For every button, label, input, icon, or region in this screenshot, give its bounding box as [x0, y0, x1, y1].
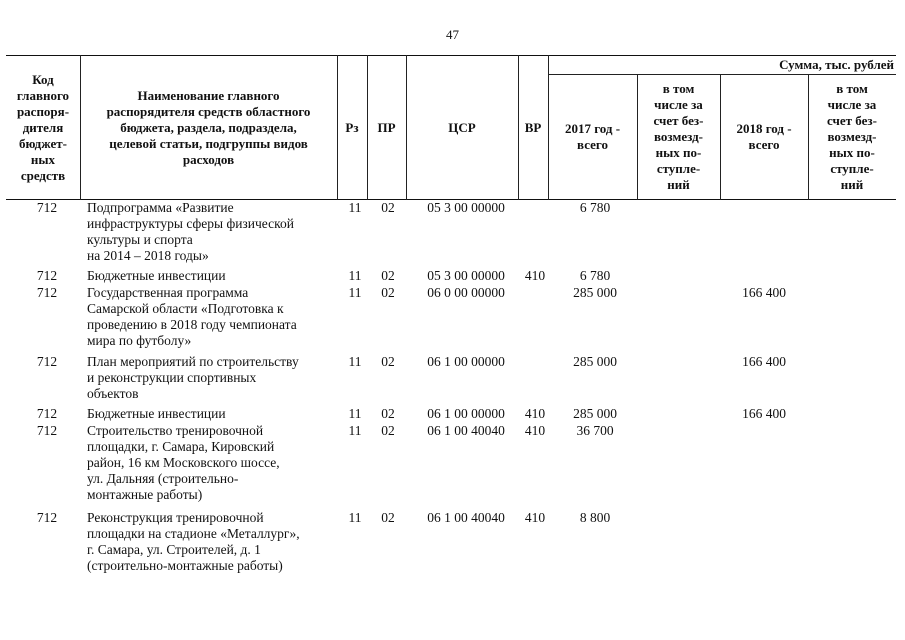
cell-name: Подпрограмма «Развитие инфраструктуры сферы физической культуры и спорта на 2014 – 2018 годы» [87, 200, 294, 263]
cell-name: Государственная программа Самарской области «Подготовка к проведению в 2018 году чемпионата мира по футболу» [87, 285, 297, 348]
cell-rz: 11 [348, 285, 362, 300]
cell-pr: 02 [381, 268, 395, 283]
cell-rz: 11 [348, 510, 362, 525]
cell-pr: 02 [381, 510, 395, 525]
cell-sum-2017: 285 000 [573, 406, 617, 421]
cell-csr: 06 1 00 00000 [427, 354, 505, 369]
cell-sum-2017: 6 780 [579, 268, 611, 283]
header-bezv-2018: в том числе за счет без- возмезд- ных по- ступле- ний [827, 81, 877, 192]
cell-vr: 410 [524, 268, 546, 283]
cell-kod: 712 [36, 406, 58, 421]
cell-sum-2018: 166 400 [742, 406, 786, 421]
cell-pr: 02 [381, 406, 395, 421]
cell-kod: 712 [36, 285, 58, 300]
cell-name: Бюджетные инвестиции [87, 268, 226, 283]
cell-vr: 410 [524, 423, 546, 438]
cell-rz: 11 [348, 354, 362, 369]
cell-sum-2018: 166 400 [742, 354, 786, 369]
header-2018: 2018 год - всего [736, 121, 792, 152]
cell-sum-2017: 285 000 [573, 285, 617, 300]
cell-sum-2017: 36 700 [576, 423, 614, 438]
cell-kod: 712 [36, 268, 58, 283]
cell-csr: 06 1 00 40040 [427, 510, 505, 525]
page-number: 47 [446, 27, 459, 42]
cell-csr: 05 3 00 00000 [427, 200, 505, 215]
cell-pr: 02 [381, 423, 395, 438]
cell-pr: 02 [381, 285, 395, 300]
cell-rz: 11 [348, 423, 362, 438]
cell-kod: 712 [36, 423, 58, 438]
cell-name: План мероприятий по строительству и реконструкции спортивных объектов [87, 354, 299, 401]
cell-rz: 11 [348, 268, 362, 283]
cell-vr: 410 [524, 406, 546, 421]
header-kod: Код главного распоря- дителя бюджет- ных средств [16, 72, 70, 183]
cell-name: Реконструкция тренировочной площадки на стадионе «Металлург», г. Самара, ул. Строителей, д. 1 (строительно-монтажные работы) [87, 510, 300, 573]
cell-sum-2017: 6 780 [579, 200, 611, 215]
header-vr: ВР [524, 120, 542, 135]
cell-kod: 712 [36, 354, 58, 369]
cell-rz: 11 [348, 200, 362, 215]
cell-pr: 02 [381, 354, 395, 369]
cell-sum-2018: 166 400 [742, 285, 786, 300]
cell-sum-2017: 285 000 [573, 354, 617, 369]
header-csr: ЦСР [448, 120, 476, 135]
cell-rz: 11 [348, 406, 362, 421]
cell-name: Бюджетные инвестиции [87, 406, 226, 421]
cell-csr: 06 1 00 00000 [427, 406, 505, 421]
cell-kod: 712 [36, 510, 58, 525]
cell-kod: 712 [36, 200, 58, 215]
header-2017: 2017 год - всего [564, 121, 621, 152]
cell-vr: 410 [524, 510, 546, 525]
cell-name: Строительство тренировочной площадки, г. Самара, Кировский район, 16 км Московского шоссе, ул. Дальняя (строительно- монтажные работы) [87, 423, 280, 502]
header-bezv-2017: в том числе за счет без- возмезд- ных по- ступле- ний [653, 81, 704, 192]
cell-csr: 06 1 00 40040 [427, 423, 505, 438]
header-rz: Рз [345, 120, 359, 135]
cell-csr: 05 3 00 00000 [427, 268, 505, 283]
cell-sum-2017: 8 800 [579, 510, 611, 525]
cell-csr: 06 0 00 00000 [427, 285, 505, 300]
divider [548, 74, 896, 75]
header-summa: Сумма, тыс. рублей [779, 57, 894, 72]
cell-pr: 02 [381, 200, 395, 215]
header-pr: ПР [377, 120, 396, 135]
header-name: Наименование главного распорядителя средств областного бюджета, раздела, подраздела, целевой статьи, подгруппы видов расходов [106, 88, 311, 167]
